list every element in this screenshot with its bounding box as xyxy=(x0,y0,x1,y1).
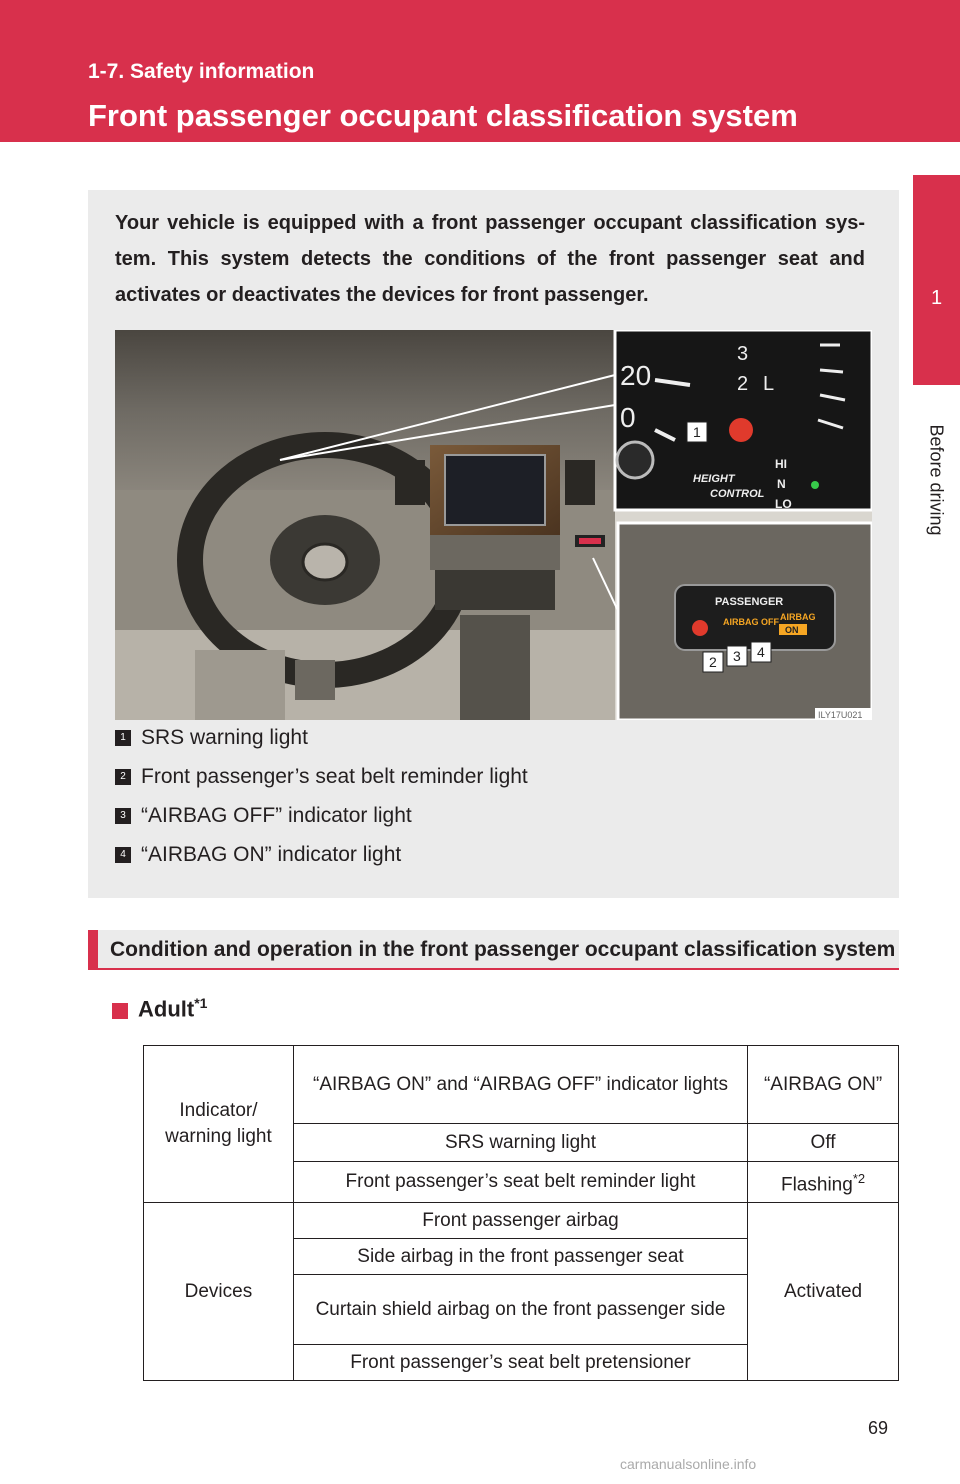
chapter-number: 1 xyxy=(930,287,943,309)
intro-text: Your vehicle is equipped with a front passenger occupant classification sys- tem. This system detects the conditions of the front passenger seat and activates or deactivates the devices for front passenger. xyxy=(115,212,865,306)
legend-item: 3 “AIRBAG OFF” indicator light xyxy=(115,804,412,828)
bullet-square-icon xyxy=(112,1003,128,1019)
seatbelt-reminder-icon xyxy=(692,620,708,636)
gauge-number-20: 20 xyxy=(620,360,652,391)
condition-table xyxy=(143,1045,899,1381)
table-cell: Flashing$^{*2}$ xyxy=(748,1162,899,1203)
height-label: HEIGHT xyxy=(693,473,735,485)
dashboard-illustration xyxy=(115,330,872,720)
table-cell: SRS warning light xyxy=(293,1124,747,1162)
legend-item: 4 “AIRBAG ON” indicator light xyxy=(115,843,401,867)
gear-3: 3 xyxy=(737,343,749,365)
control-label: CONTROL xyxy=(710,488,765,500)
table-cell: “AIRBAG ON” xyxy=(748,1046,899,1124)
callout-1: 1 xyxy=(693,424,701,440)
table-cell: Curtain shield airbag on the front passenger side xyxy=(293,1275,747,1345)
chapter-tab[interactable] xyxy=(913,175,960,385)
group-devices: Devices xyxy=(144,1203,294,1381)
indicator-dot-icon xyxy=(811,481,819,489)
gear-2: 2 xyxy=(737,373,749,395)
table-cell: Side airbag in the front passenger seat xyxy=(293,1239,747,1275)
adult-heading: Adult$^{*1}$ xyxy=(112,995,207,1022)
callout-2: 2 xyxy=(709,654,717,670)
legend-item: 2 Front passenger’s seat belt reminder light xyxy=(115,765,528,789)
table-row xyxy=(144,1046,899,1124)
passenger-label: PASSENGER xyxy=(715,596,784,608)
table-row xyxy=(144,1203,899,1239)
section-subheading: Condition and operation in the front passenger occupant classification system xyxy=(88,930,899,968)
table-cell: Activated xyxy=(748,1203,899,1381)
airbag-on-bottom-label: ON xyxy=(785,625,799,635)
chapter-label: Before driving xyxy=(926,424,947,536)
watermark[interactable]: carmanualsonline.info xyxy=(620,1456,757,1472)
table-cell: Front passenger’s seat belt reminder light xyxy=(293,1162,747,1203)
section-label: 1-7. Safety information xyxy=(88,60,315,83)
callout-3: 3 xyxy=(733,648,741,664)
n-label: N xyxy=(777,477,786,491)
airbag-on-top-label: AIRBAG xyxy=(780,612,816,622)
gear-l: L xyxy=(763,373,775,395)
group-indicator: Indicator/ warning light xyxy=(144,1046,294,1203)
srs-warning-icon xyxy=(729,418,753,442)
page-title: Front passenger occupant classification system xyxy=(88,98,798,133)
table-cell: Front passenger’s seat belt pretensioner xyxy=(293,1345,747,1381)
page-number: 69 xyxy=(868,1418,889,1438)
lo-label: LO xyxy=(775,497,792,511)
table-cell: Off xyxy=(748,1124,899,1162)
callout-4: 4 xyxy=(757,644,765,660)
illustration-code: ILY17U021 xyxy=(818,710,863,720)
page-header xyxy=(0,0,960,142)
table-cell: “AIRBAG ON” and “AIRBAG OFF” indicator lights xyxy=(293,1046,747,1124)
gauge-number-0: 0 xyxy=(620,402,636,433)
table-cell: Front passenger airbag xyxy=(293,1203,747,1239)
hi-label: HI xyxy=(775,457,787,471)
legend-item: 1 SRS warning light xyxy=(115,726,308,750)
airbag-off-label: AIRBAG OFF xyxy=(723,617,779,627)
display-screen xyxy=(445,455,545,525)
